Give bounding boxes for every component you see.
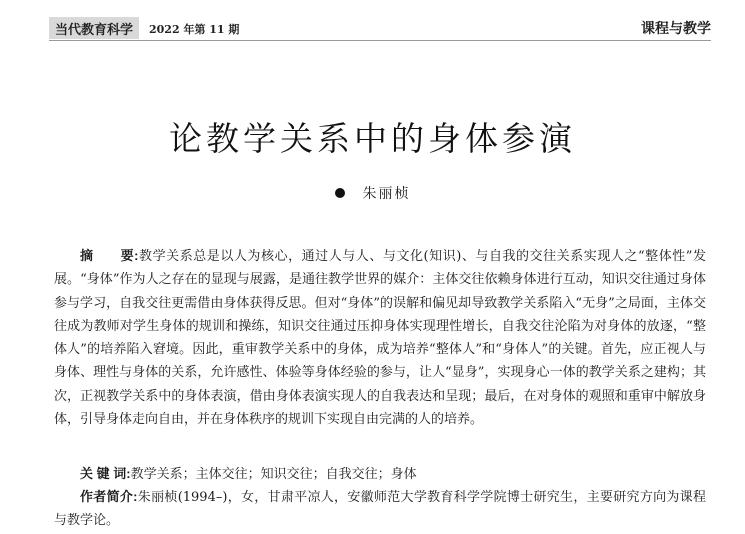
section-name: 课程与教学 [641, 20, 711, 36]
author-bio-label: 作者简介: [80, 489, 138, 504]
article-title: 论教学关系中的身体参演 [169, 119, 576, 158]
issue-number: 2022 年第 11 期 [149, 23, 240, 36]
keywords-text: 教学关系；主体交往；知识交往；自我交往；身体 [130, 467, 417, 482]
abstract [54, 244, 706, 431]
running-header [49, 17, 711, 39]
journal-name: 当代教育科学 [49, 17, 139, 39]
author-bio [54, 485, 706, 532]
author-bio-text: 朱丽桢(1994–)，女，甘肃平凉人，安徽师范大学教育科学学院博士研究生，主要研究方向为课程与教学论。 [54, 490, 706, 528]
bullet-icon [335, 188, 345, 198]
abstract-label: 摘 要: [80, 248, 139, 263]
keywords [54, 462, 706, 486]
keywords-label: 关 键 词: [80, 466, 131, 481]
abstract-paragraph [54, 244, 706, 431]
author-name: 朱丽桢 [362, 186, 411, 202]
author-line [0, 183, 745, 203]
abstract-text: 教学关系总是以人为核心，通过人与人、与文化(知识)、与自我的交往关系实现人之“整体性”发展。“身体”作为人之存在的显现与展露，是通往教学世界的媒介：主体交往依赖身体进行互动，知识交往通过身体参与学习，自我交往更需借由身体获得反思。但对“身体”的误解和偏见却导致教学关系陷入“无身”之局面，主体交往成为教师对学生身体的规训和操练，知识交往通过压抑身体实现理性增长，自我交往沦陷为对身体的放逐，“整体人”的培养陷入窘境。因此，重审教学关系中的身体，成为培养“整体人”和“身体人”的关键。首先，应正视人与身体、理性与身体的关系，允许感性、体验等身体经验的参与，让人“显身”，实现身心一体的教学关系之建构；其次，正视教学关系中的身体表演，借由身体表演实现人的自我表达和呈现；最后，在对身体的观照和重审中解放身体，引导身体走向自由，并在身体秩序的规训下实现自由完满的人的培养。 [54, 249, 706, 428]
header-divider [49, 40, 711, 41]
